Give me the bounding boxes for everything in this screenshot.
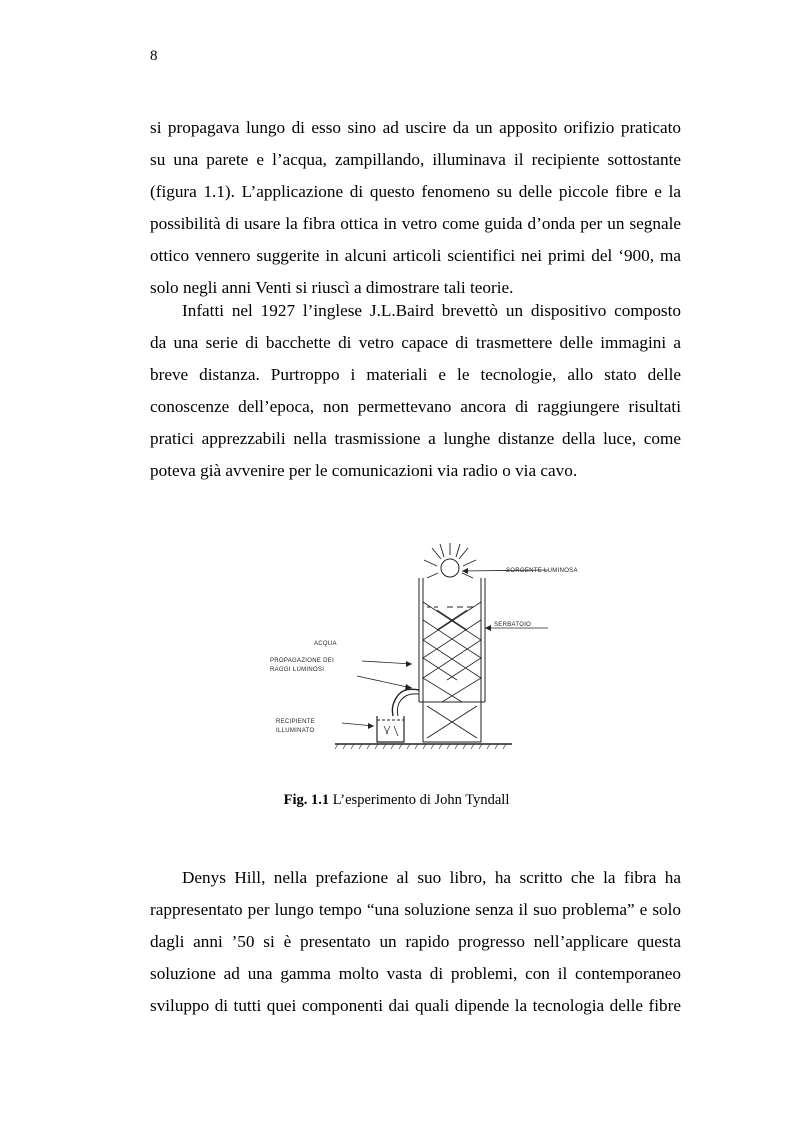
text-line: dagli anni ’50 si è presentato un rapido progresso nell’applicare questa (150, 932, 681, 951)
text-line: da una serie di bacchette di vetro capace di trasmettere delle immagini a (150, 333, 681, 352)
text-line: solo negli anni Venti si riuscì a dimostrare tali teorie. (150, 278, 514, 297)
text-line: ottico vennero suggerite in alcuni articoli scientifici nei primi del ‘900, ma (150, 246, 681, 265)
label-light-source: SORGENTE LUMINOSA (506, 568, 578, 574)
text-line: soluzione ad una gamma molto vasta di problemi, con il contemporaneo (150, 964, 681, 983)
text-line: pratici apprezzabili nella trasmissione a lunghe distanze della luce, come (150, 429, 681, 448)
page-number: 8 (150, 48, 158, 64)
text-line: si propagava lungo di esso sino ad uscire da un apposito orifizio praticato (150, 118, 681, 137)
text-line: Infatti nel 1927 l’inglese J.L.Baird brevettò un dispositivo composto (182, 301, 681, 320)
label-propagation-2: RAGGI LUMINOSI (270, 667, 325, 673)
figure-caption (0, 792, 793, 809)
label-water: ACQUA (314, 641, 337, 647)
label-container-1: RECIPIENTE (276, 719, 316, 725)
paragraph-3 (150, 862, 681, 1022)
paragraph-1 (150, 112, 681, 304)
text-line: conoscenze dell’epoca, non permettevano ancora di raggiungere risultati (150, 397, 681, 416)
text-line: Denys Hill, nella prefazione al suo libro, ha scritto che la fibra ha (182, 868, 681, 887)
text-line: breve distanza. Purtroppo i materiali e le tecnologie, allo stato delle (150, 365, 681, 384)
tyndall-diagram (262, 540, 578, 755)
caption-number: Fig. 1.1 (283, 792, 330, 808)
tyndall-experiment-figure (262, 540, 578, 755)
label-propagation-1: PROPAGAZIONE DEI (270, 658, 335, 664)
label-container-2: ILLUMINATO (276, 728, 315, 734)
light-source-icon (441, 559, 459, 577)
label-tank: SERBATOIO (494, 622, 532, 628)
text-line: (figura 1.1). L’applicazione di questo fenomeno su delle piccole fibre e la (150, 182, 681, 201)
text-line: su una parete e l’acqua, zampillando, illuminava il recipiente sottostante (150, 150, 681, 169)
text-line: poteva già avvenire per le comunicazioni via radio o via cavo. (150, 461, 578, 480)
paragraph-2 (150, 295, 681, 487)
caption-text: L’esperimento di John Tyndall (329, 792, 510, 808)
text-line: possibilità di usare la fibra ottica in vetro come guida d’onda per un segnale (150, 214, 681, 233)
text-line: sviluppo di tutti quei componenti dai quali dipende la tecnologia delle fibre (150, 996, 681, 1015)
text-line: rappresentato per lungo tempo “una soluzione senza il suo problema” e solo (150, 900, 681, 919)
